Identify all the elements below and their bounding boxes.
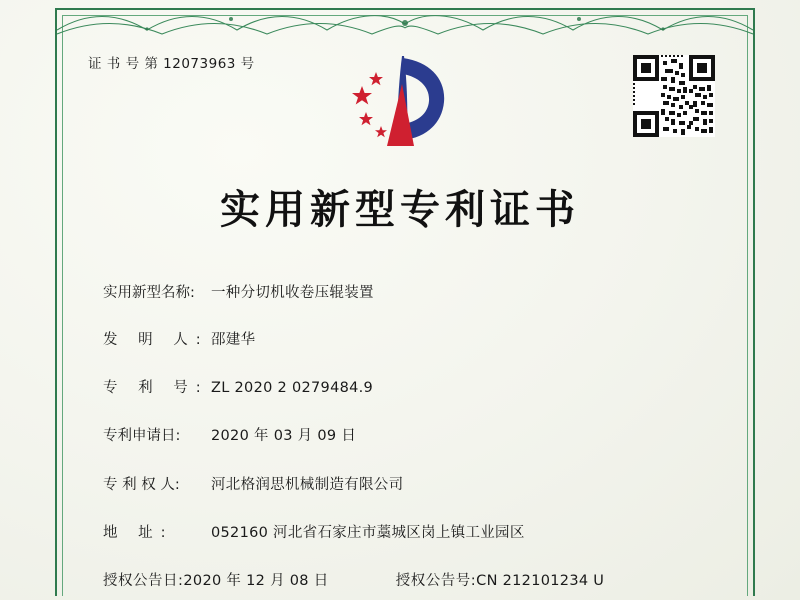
- field-row: [103, 376, 373, 397]
- announce-number-pair: [396, 569, 604, 590]
- certificate-title: 实用新型专利证书: [220, 186, 580, 233]
- patent-office-logo-icon: [345, 50, 455, 160]
- field-label: 专 利 号:: [103, 380, 209, 396]
- field-value: 河北格润思机械制造有限公司: [211, 477, 404, 493]
- field-row: [103, 521, 525, 542]
- top-ornament-band: [57, 10, 753, 36]
- field-value: ZL 2020 2 0279484.9: [211, 380, 374, 396]
- certificate-number: 证 书 号 第 12073963 号: [88, 56, 255, 72]
- field-row: [103, 424, 356, 445]
- field-row: [103, 281, 374, 302]
- field-label: 专 利 权 人:: [103, 477, 180, 493]
- qr-code-icon: [633, 55, 715, 137]
- field-value: 一种分切机收卷压辊装置: [211, 285, 374, 301]
- field-value: 052160 河北省石家庄市藁城区岗上镇工业园区: [211, 525, 525, 541]
- announce-number-value: CN 212101234 U: [476, 573, 605, 589]
- field-value: 2020 年 03 月 09 日: [211, 428, 357, 444]
- field-value: 邵建华: [211, 332, 256, 348]
- field-label: 实用新型名称:: [103, 285, 195, 301]
- announce-date-pair: [103, 569, 329, 590]
- announce-date-label: 授权公告日:: [103, 573, 184, 589]
- announcement-row: [103, 569, 604, 590]
- announce-number-label: 授权公告号:: [395, 573, 477, 589]
- field-label: 专利申请日:: [103, 428, 181, 444]
- field-label: 地 址:: [103, 525, 174, 541]
- field-row: [103, 328, 255, 349]
- field-row: [103, 473, 403, 494]
- announce-date-value: 2020 年 12 月 08 日: [183, 573, 329, 589]
- field-label: 发 明 人:: [103, 332, 209, 348]
